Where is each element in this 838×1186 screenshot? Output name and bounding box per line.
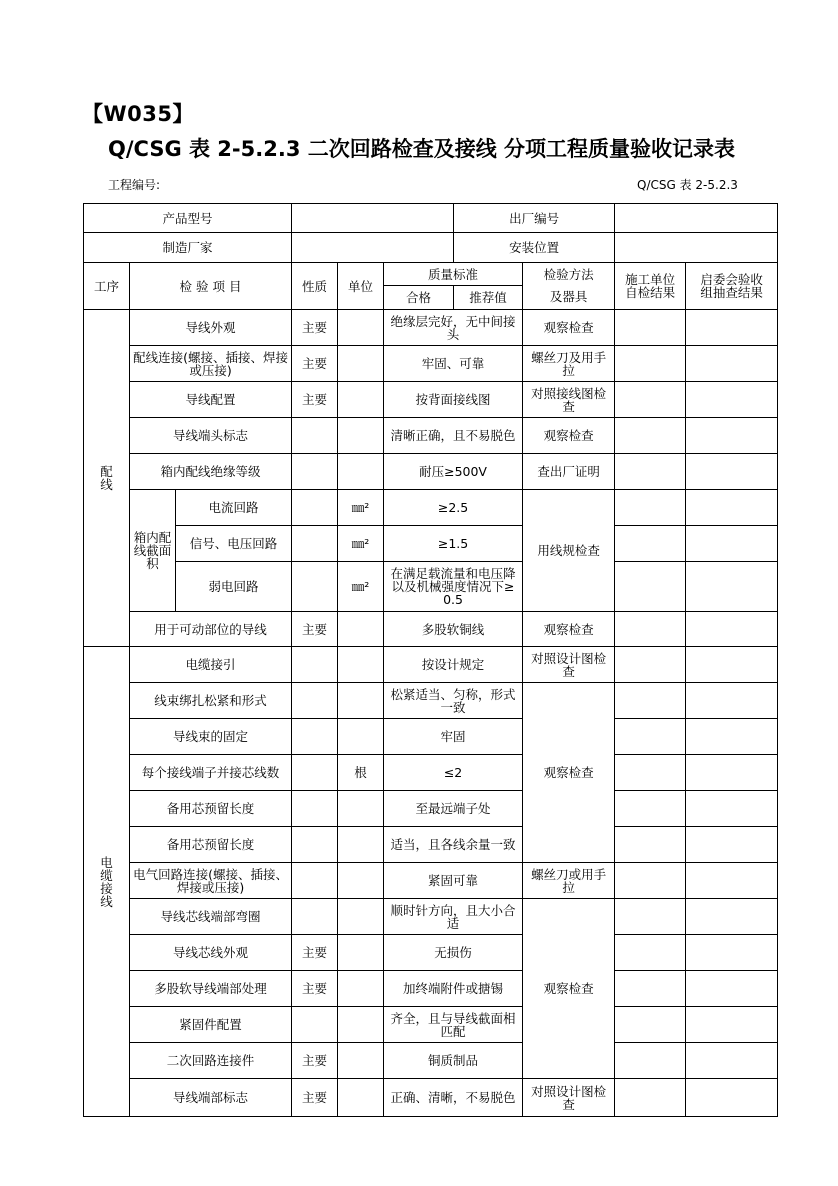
nature-cell [292, 526, 338, 562]
item-cell: 箱内配线绝缘等级 [130, 454, 292, 490]
col-committee [686, 263, 778, 310]
col-nature: 性质 [292, 263, 338, 310]
standard-cell: 顺时针方向，且大小合适 [384, 899, 523, 935]
committee-result-cell[interactable] [686, 863, 778, 899]
standard-cell: 多股软铜线 [384, 612, 523, 647]
unit-cell [338, 1043, 384, 1079]
unit-cell: 根 [338, 755, 384, 791]
install-location-value[interactable] [615, 233, 778, 263]
unit-cell [338, 1007, 384, 1043]
item-cell: 线束绑扎松紧和形式 [130, 683, 292, 719]
standard-cell: 加终端附件或搪锡 [384, 971, 523, 1007]
table-row [84, 935, 778, 971]
table-row [84, 1007, 778, 1043]
committee-result-cell[interactable] [686, 562, 778, 612]
item-cell: 多股软导线端部处理 [130, 971, 292, 1007]
project-number-label: 工程编号: [108, 178, 161, 192]
standard-cell: 适当，且各线余量一致 [384, 827, 523, 863]
nature-cell [292, 719, 338, 755]
nature-cell: 主要 [292, 935, 338, 971]
table-row [84, 755, 778, 791]
item-cell: 电缆接引 [130, 647, 292, 683]
contractor-result-cell[interactable] [615, 310, 686, 346]
item-cell: 备用芯预留长度 [130, 827, 292, 863]
table-row [84, 971, 778, 1007]
section-char: 配 [100, 464, 113, 479]
committee-result-cell[interactable] [686, 1043, 778, 1079]
item-cell: 用于可动部位的导线 [130, 612, 292, 647]
contractor-result-cell[interactable] [615, 346, 686, 382]
item-cell: 弱电回路 [176, 562, 292, 612]
contractor-result-cell[interactable] [615, 827, 686, 863]
table-row [84, 526, 778, 562]
standard-cell: ≤2 [384, 755, 523, 791]
item-cell: 配线连接(螺接、插接、焊接或压接) [130, 346, 292, 382]
method-cell: 观察检查 [523, 683, 615, 863]
unit-cell [338, 418, 384, 454]
standard-cell: 按背面接线图 [384, 382, 523, 418]
committee-result-cell[interactable] [686, 612, 778, 647]
contractor-result-cell[interactable] [615, 719, 686, 755]
item-cell: 紧固件配置 [130, 1007, 292, 1043]
table-row [84, 612, 778, 647]
nature-cell [292, 827, 338, 863]
committee-result-cell[interactable] [686, 719, 778, 755]
table-row [84, 827, 778, 863]
standard-cell: 按设计规定 [384, 647, 523, 683]
nature-cell: 主要 [292, 971, 338, 1007]
col-standard: 质量标准 [384, 263, 523, 286]
table-row [84, 1043, 778, 1079]
committee-result-cell[interactable] [686, 1079, 778, 1117]
committee-result-cell[interactable] [686, 971, 778, 1007]
committee-result-cell[interactable] [686, 526, 778, 562]
committee-result-cell[interactable] [686, 935, 778, 971]
method-cell: 用线规检查 [523, 490, 615, 612]
nature-cell [292, 490, 338, 526]
manufacturer-label: 制造厂家 [84, 233, 292, 263]
committee-result-cell[interactable] [686, 755, 778, 791]
item-cell: 导线端部标志 [130, 1079, 292, 1117]
unit-cell [338, 382, 384, 418]
table-row [84, 490, 778, 526]
item-cell: 导线束的固定 [130, 719, 292, 755]
unit-cell [338, 310, 384, 346]
method-cell: 螺丝刀及用手拉 [523, 346, 615, 382]
standard-cell: ≥1.5 [384, 526, 523, 562]
item-cell: 导线端头标志 [130, 418, 292, 454]
table-row [84, 382, 778, 418]
committee-result-cell[interactable] [686, 683, 778, 719]
committee-result-cell[interactable] [686, 382, 778, 418]
unit-cell [338, 791, 384, 827]
method-cell: 对照接线图检查 [523, 382, 615, 418]
standard-cell: 牢固、可靠 [384, 346, 523, 382]
unit-cell [338, 647, 384, 683]
contractor-result-cell[interactable] [615, 899, 686, 935]
section-char: 电 [100, 854, 113, 870]
item-cell: 导线外观 [130, 310, 292, 346]
contractor-result-cell[interactable] [615, 647, 686, 683]
method-cell: 对照设计图检查 [523, 647, 615, 683]
nature-cell: 主要 [292, 310, 338, 346]
method-cell: 螺丝刀或用手拉 [523, 863, 615, 899]
committee-result-cell[interactable] [686, 418, 778, 454]
standard-cell: 至最远端子处 [384, 791, 523, 827]
standard-cell: 绝缘层完好，无中间接头 [384, 310, 523, 346]
sub-group-cross-section: 箱内配线截面积 [130, 490, 176, 612]
unit-cell [338, 863, 384, 899]
unit-cell [338, 1079, 384, 1117]
item-cell: 电气回路连接(螺接、插接、焊接或压接) [130, 863, 292, 899]
info-row [84, 204, 778, 233]
contractor-result-cell[interactable] [615, 683, 686, 719]
table-row [84, 346, 778, 382]
col-committee-line1: 启委会验收 [700, 272, 763, 287]
col-contractor-line1: 施工单位 [625, 272, 676, 287]
committee-result-cell[interactable] [686, 647, 778, 683]
method-cell: 观察检查 [523, 899, 615, 1079]
form-code-tag: 【W035】 [82, 102, 194, 126]
nature-cell: 主要 [292, 382, 338, 418]
committee-result-cell[interactable] [686, 791, 778, 827]
method-cell: 查出厂证明 [523, 454, 615, 490]
committee-result-cell[interactable] [686, 310, 778, 346]
nature-cell: 主要 [292, 1079, 338, 1117]
nature-cell [292, 683, 338, 719]
item-cell: 电流回路 [176, 490, 292, 526]
nature-cell [292, 863, 338, 899]
committee-result-cell[interactable] [686, 454, 778, 490]
col-committee-line2: 组抽查结果 [700, 285, 763, 300]
col-method [523, 263, 615, 310]
committee-result-cell[interactable] [686, 1007, 778, 1043]
unit-cell: ㎜² [338, 490, 384, 526]
standard-cell: 清晰正确，且不易脱色 [384, 418, 523, 454]
nature-cell [292, 418, 338, 454]
col-method-line1: 检验方法 [543, 267, 594, 282]
item-cell: 每个接线端子并接芯线数 [130, 755, 292, 791]
standard-cell: 在满足载流量和电压降以及机械强度情况下≥0.5 [384, 562, 523, 612]
contractor-result-cell[interactable] [615, 1079, 686, 1117]
contractor-result-cell[interactable] [615, 526, 686, 562]
method-cell: 观察检查 [523, 310, 615, 346]
unit-cell [338, 971, 384, 1007]
col-contractor [615, 263, 686, 310]
col-method-line2: 及器具 [549, 289, 588, 304]
table-row [84, 899, 778, 935]
nature-cell [292, 755, 338, 791]
unit-cell [338, 346, 384, 382]
serial-no-label: 出厂编号 [454, 204, 615, 233]
section-cable-wiring [84, 647, 130, 1117]
table-row [84, 562, 778, 612]
unit-cell [338, 719, 384, 755]
method-cell: 观察检查 [523, 418, 615, 454]
contractor-result-cell[interactable] [615, 562, 686, 612]
nature-cell: 主要 [292, 612, 338, 647]
table-row [84, 647, 778, 683]
contractor-result-cell[interactable] [615, 382, 686, 418]
contractor-result-cell[interactable] [615, 1043, 686, 1079]
method-cell: 对照设计图检查 [523, 1079, 615, 1117]
standard-cell: ≥2.5 [384, 490, 523, 526]
nature-cell: 主要 [292, 1043, 338, 1079]
standard-cell: 正确、清晰，不易脱色 [384, 1079, 523, 1117]
nature-cell: 主要 [292, 346, 338, 382]
unit-cell [338, 683, 384, 719]
table-row [84, 683, 778, 719]
table-row [84, 719, 778, 755]
standard-cell: 松紧适当、匀称，形式一致 [384, 683, 523, 719]
item-cell: 导线芯线端部弯圈 [130, 899, 292, 935]
item-cell: 二次回路连接件 [130, 1043, 292, 1079]
contractor-result-cell[interactable] [615, 490, 686, 526]
item-cell: 信号、电压回路 [176, 526, 292, 562]
nature-cell [292, 791, 338, 827]
install-location-label: 安装位置 [454, 233, 615, 263]
committee-result-cell[interactable] [686, 490, 778, 526]
inspection-table [83, 203, 778, 1117]
table-row [84, 418, 778, 454]
item-cell: 导线配置 [130, 382, 292, 418]
contractor-result-cell[interactable] [615, 863, 686, 899]
nature-cell [292, 562, 338, 612]
info-row [84, 233, 778, 263]
contractor-result-cell[interactable] [615, 612, 686, 647]
col-item: 检 验 项 目 [130, 263, 292, 310]
unit-cell [338, 827, 384, 863]
nature-cell [292, 899, 338, 935]
serial-no-value[interactable] [615, 204, 778, 233]
standard-cell: 铜质制品 [384, 1043, 523, 1079]
section-char: 接 [100, 880, 113, 896]
section-wiring [84, 310, 130, 647]
contractor-result-cell[interactable] [615, 418, 686, 454]
table-row [84, 454, 778, 490]
unit-cell [338, 454, 384, 490]
standard-cell: 紧固可靠 [384, 863, 523, 899]
section-char: 线 [100, 477, 113, 492]
standard-cell: 无损伤 [384, 935, 523, 971]
unit-cell [338, 899, 384, 935]
page-title: Q/CSG 表 2-5.2.3 二次回路检查及接线 分项工程质量验收记录表 [108, 137, 736, 161]
contractor-result-cell[interactable] [615, 1007, 686, 1043]
table-row [84, 791, 778, 827]
product-model-value[interactable] [292, 204, 454, 233]
contractor-result-cell[interactable] [615, 454, 686, 490]
standard-cell: 牢固 [384, 719, 523, 755]
contractor-result-cell[interactable] [615, 935, 686, 971]
committee-result-cell[interactable] [686, 346, 778, 382]
table-row [84, 1079, 778, 1117]
nature-cell [292, 454, 338, 490]
standard-cell: 耐压≥500V [384, 454, 523, 490]
unit-cell: ㎜² [338, 526, 384, 562]
contractor-result-cell[interactable] [615, 755, 686, 791]
table-row [84, 310, 778, 346]
item-cell: 备用芯预留长度 [130, 791, 292, 827]
contractor-result-cell[interactable] [615, 971, 686, 1007]
form-standard-code: Q/CSG 表 2-5.2.3 [637, 178, 738, 192]
committee-result-cell[interactable] [686, 827, 778, 863]
nature-cell [292, 647, 338, 683]
col-unit: 单位 [338, 263, 384, 310]
section-char: 线 [100, 893, 113, 909]
unit-cell [338, 612, 384, 647]
standard-cell: 齐全，且与导线截面相匹配 [384, 1007, 523, 1043]
product-model-label: 产品型号 [84, 204, 292, 233]
method-cell: 观察检查 [523, 612, 615, 647]
col-process: 工序 [84, 263, 130, 310]
nature-cell [292, 1007, 338, 1043]
contractor-result-cell[interactable] [615, 791, 686, 827]
col-recommended: 推荐值 [454, 286, 523, 310]
col-contractor-line2: 自检结果 [625, 285, 676, 300]
committee-result-cell[interactable] [686, 899, 778, 935]
col-qualified: 合格 [384, 286, 454, 310]
unit-cell: ㎜² [338, 562, 384, 612]
header-row [84, 263, 778, 286]
item-cell: 导线芯线外观 [130, 935, 292, 971]
unit-cell [338, 935, 384, 971]
manufacturer-value[interactable] [292, 233, 454, 263]
table-row [84, 863, 778, 899]
section-char: 缆 [100, 867, 113, 883]
